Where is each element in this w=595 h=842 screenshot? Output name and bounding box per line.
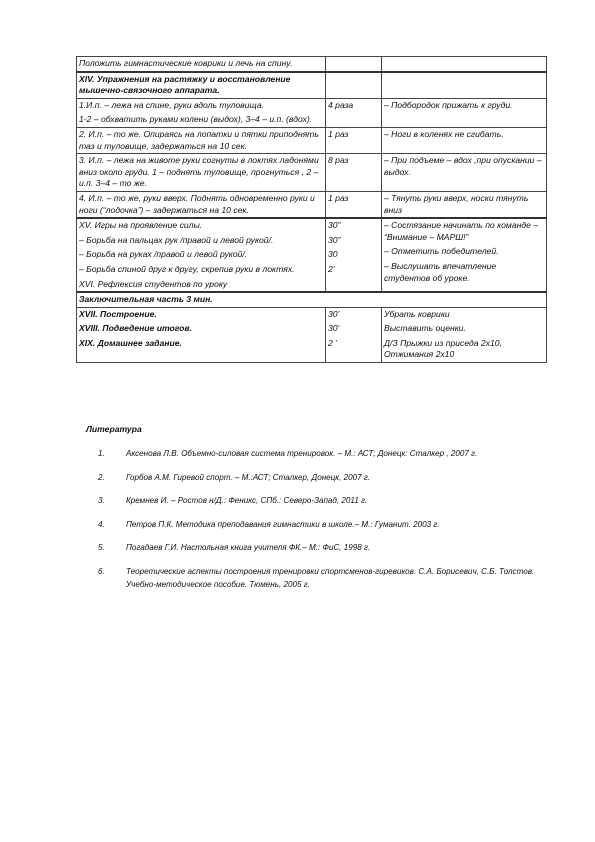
exercise-line: 1.И.п. – лежа на спине, руки вдоль туловища. xyxy=(79,99,265,110)
literature-title: Литература xyxy=(86,424,142,434)
instructions-line: Выставить оценки. xyxy=(384,323,466,334)
exercise-line: XVI. Рефлексия студентов по уроку xyxy=(79,278,228,289)
dosage-line: 2’ xyxy=(328,263,335,274)
literature-number: 5. xyxy=(98,543,105,553)
literature-list xyxy=(86,448,556,591)
exercise-cell xyxy=(77,98,326,127)
exercise-line: XIV. Упражнения на растяжку и восстановление мышечно-связочного аппарата. xyxy=(79,73,291,96)
dosage-cell xyxy=(326,98,382,127)
instructions-line: – При подъеме – вдох ,при опускании –выдох. xyxy=(384,155,542,177)
literature-number: 3. xyxy=(98,496,105,506)
dosage-line: 30” xyxy=(328,234,341,245)
dosage-line: 30’ xyxy=(328,308,340,319)
literature-section xyxy=(86,424,556,591)
instructions-line: Д/З Прыжки из приседа 2х10, Отжимания 2х10 xyxy=(384,337,502,360)
literature-item xyxy=(86,448,556,461)
table-row xyxy=(77,292,547,307)
dosage-line: 1 раз xyxy=(328,128,349,139)
literature-number: 4. xyxy=(98,519,105,529)
table-row xyxy=(77,127,547,153)
table-row xyxy=(77,57,547,72)
instructions-line: Убрать коврики xyxy=(384,308,450,319)
table-row xyxy=(77,154,547,192)
dosage-cell xyxy=(326,191,382,218)
exercise-line: 3. И.п. – лежа на животе руки согнуты в локтях ладонями вниз около груди. 1 – поднять туловище, прогнуться , 2 – и.п. 3–4 – то же. xyxy=(79,155,319,189)
literature-text: Аксенова Л.В. Объемно-силовая система тренировок. – М.: АСТ; Донецк: Сталкер , 2007 г. xyxy=(126,449,478,458)
instructions-cell xyxy=(382,127,547,153)
exercise-line: Заключительная часть 3 мин. xyxy=(79,294,213,305)
dosage-line: 30’ xyxy=(328,323,340,334)
exercise-cell xyxy=(77,292,547,307)
exercise-cell xyxy=(77,307,326,362)
table-row xyxy=(77,98,547,127)
instructions-line: – Выслушать впечатление студентов об уроке. xyxy=(384,260,497,283)
literature-item xyxy=(86,495,556,508)
table-row xyxy=(77,218,547,292)
exercise-line: 2. И.п. – то же. Опираясь на лопатки и пятки приподнять таз и туловище, задержаться на 10 сек. xyxy=(79,128,319,151)
instructions-line: – Тянуть руки вверх, носки тянуть вниз xyxy=(384,192,529,215)
dosage-cell xyxy=(326,127,382,153)
instructions-cell xyxy=(382,307,547,362)
table-row xyxy=(77,72,547,99)
table-row xyxy=(77,307,547,362)
exercise-line: XVIII. Подведение итогов. xyxy=(79,323,192,334)
dosage-line: 8 раз xyxy=(328,155,349,166)
dosage-cell xyxy=(326,57,382,72)
literature-text: Кремнев И. – Ростов н/Д.: Феникс, СПб.: Северо-Запад, 2011 г. xyxy=(126,496,368,506)
dosage-line: 1 раз xyxy=(328,192,349,203)
instructions-line: – Подбородок прижать к груди. xyxy=(384,99,513,110)
literature-text: Погадаев Г.И. Настольная книга учителя ФК.– М.: ФиС, 1998 г. xyxy=(126,543,371,553)
exercise-line: Положить гимнастические коврики и лечь на спину. xyxy=(79,58,293,68)
table-row xyxy=(77,191,547,218)
dosage-line: 2 ’ xyxy=(328,337,338,348)
dosage-cell xyxy=(326,154,382,192)
literature-text: Петров П.К. Методика преподавания гимнастики в школе.– М.: Гуманит. 2003 г. xyxy=(126,519,440,529)
literature-number: 1. xyxy=(98,449,105,458)
exercise-line: XVII. Построение. xyxy=(79,308,157,319)
exercise-cell xyxy=(77,72,326,99)
dosage-cell xyxy=(326,72,382,99)
instructions-line: – Отметить победителей. xyxy=(384,246,499,257)
literature-text: Теоретические аспекты построения тренировки спортсменов-гиревиков. С.А. Борисевич, С.Б. Толстов. Учебно-методическое пособие. Тюмень, 2005 г. xyxy=(126,566,535,589)
literature-item xyxy=(86,472,556,485)
dosage-cell xyxy=(326,307,382,362)
exercise-cell xyxy=(77,218,326,292)
literature-item xyxy=(86,566,556,591)
exercise-line: XV. Игры на проявление силы. xyxy=(79,220,203,231)
instructions-cell xyxy=(382,98,547,127)
instructions-cell xyxy=(382,191,547,218)
dosage-line: 30” xyxy=(328,220,341,231)
exercise-cell xyxy=(77,154,326,192)
exercise-line: – Борьба на руках /правой и левой рукой/. xyxy=(79,249,248,260)
exercise-cell xyxy=(77,127,326,153)
instructions-line: – Состязание начинать по команде – “Внимание – МАРШ!” xyxy=(384,220,539,242)
dosage-line: 4 раза xyxy=(328,99,354,110)
literature-text: Горбов А.М. Гиревой спорт. – М.:АСТ; Сталкер, Донецк, 2007 г. xyxy=(126,472,371,482)
exercise-line: XIX. Домашнее задание. xyxy=(79,337,182,348)
lesson-plan-table xyxy=(76,56,547,363)
instructions-cell xyxy=(382,72,547,99)
exercise-line: – Борьба спиной друг к другу, скрепив руки в локтях. xyxy=(79,263,295,274)
exercise-line: – Борьба на пальцах рук /правой и левой рукой/. xyxy=(79,234,274,245)
exercise-cell xyxy=(77,191,326,218)
literature-item xyxy=(86,542,556,555)
exercise-line: 1-2 – обхватить руками колени (выдох), 3–4 – и.п. (вдох). xyxy=(79,114,313,125)
dosage-cell xyxy=(326,218,382,292)
dosage-line: 30 xyxy=(328,249,338,260)
instructions-cell xyxy=(382,57,547,72)
instructions-cell xyxy=(382,218,547,292)
exercise-cell xyxy=(77,57,326,72)
literature-item xyxy=(86,519,556,532)
literature-number: 6. xyxy=(98,566,105,576)
literature-number: 2. xyxy=(98,472,105,482)
instructions-cell xyxy=(382,154,547,192)
exercise-line: 4. И.п. – то же, руки вверх. Поднять одновременно руки и ноги (“лодочка”) – задержаться на 10 сек. xyxy=(79,192,315,215)
instructions-line: – Ноги в коленях не сгибать. xyxy=(384,128,504,139)
